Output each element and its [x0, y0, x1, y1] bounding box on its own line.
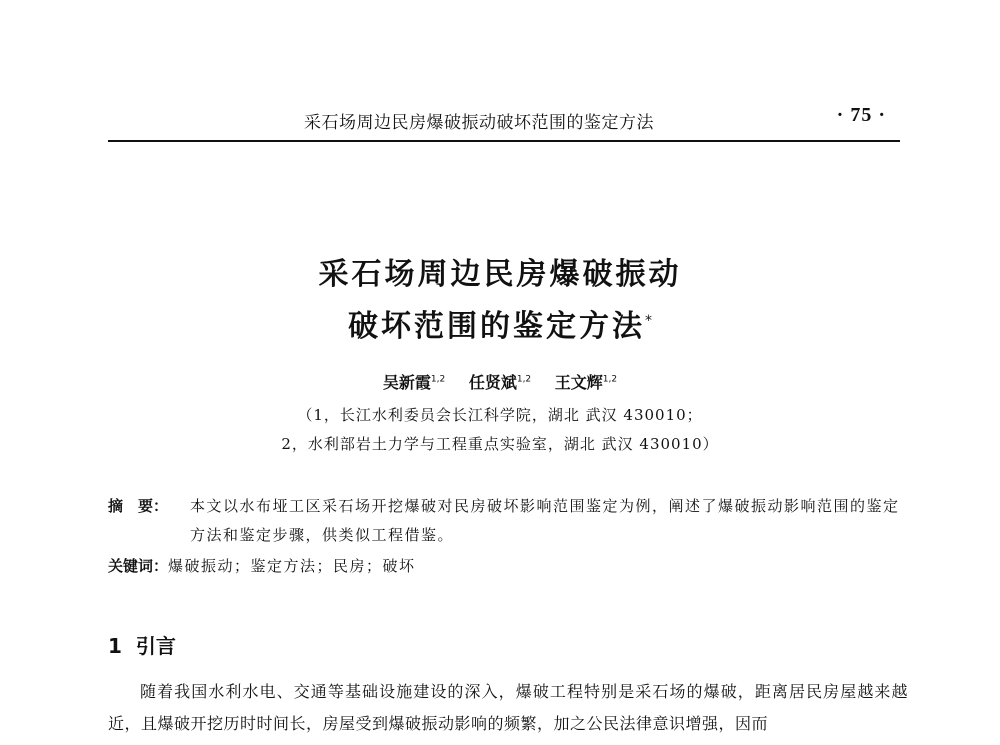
paper-title: [0, 252, 1000, 350]
author-list: [0, 370, 1000, 393]
abstract-label: 摘 要：: [108, 497, 169, 515]
author-affiliation-mark: 1,2: [516, 374, 532, 385]
abstract-text: 本文以水布垭工区采石场开挖爆破对民房破坏影响范围鉴定为例，阐述了爆破振动影响范围的鉴定方法和鉴定步骤，供类似工程借鉴。: [190, 497, 900, 544]
running-header: [108, 100, 900, 142]
keywords-text: 爆破振动；鉴定方法；民房；破坏: [168, 557, 416, 575]
page-number: · 75 ·: [836, 104, 886, 126]
keywords-label: 关键词：: [108, 557, 169, 575]
author-name: 任贤斌: [468, 373, 517, 392]
body-paragraph: 随着我国水利水电、交通等基础设施建设的深入，爆破工程特别是采石场的爆破，距离居民房屋越来越近，且爆破开挖历时时间长，房屋受到爆破振动影响的频繁，加之公民法律意识增强，因而: [108, 682, 908, 733]
title-line-2-text: 破坏范围的鉴定方法: [348, 309, 645, 344]
section-title: 引言: [135, 634, 176, 658]
author-name: 吴新霞: [382, 373, 431, 392]
section-number: 1: [108, 634, 122, 658]
title-footnote-mark: *: [645, 313, 652, 329]
section-heading: [108, 630, 176, 659]
abstract: [108, 492, 908, 550]
title-line-1: 采石场周边民房爆破振动: [318, 257, 682, 292]
title-line-2: [0, 298, 1000, 350]
affiliation-2: 2，水利部岩土力学与工程重点实验室，湖北 武汉 430010）: [281, 435, 719, 453]
author-affiliation-mark: 1,2: [602, 374, 618, 385]
author-2: [469, 373, 531, 392]
affiliation-1: （1，长江水利委员会长江科学院，湖北 武汉 430010；: [297, 406, 703, 424]
author-1: [383, 373, 445, 392]
running-title: 采石场周边民房爆破振动破坏范围的鉴定方法: [304, 113, 654, 133]
author-3: [555, 373, 617, 392]
author-name: 王文辉: [554, 373, 603, 392]
keywords: [108, 552, 908, 581]
author-affiliation-mark: 1,2: [430, 374, 446, 385]
